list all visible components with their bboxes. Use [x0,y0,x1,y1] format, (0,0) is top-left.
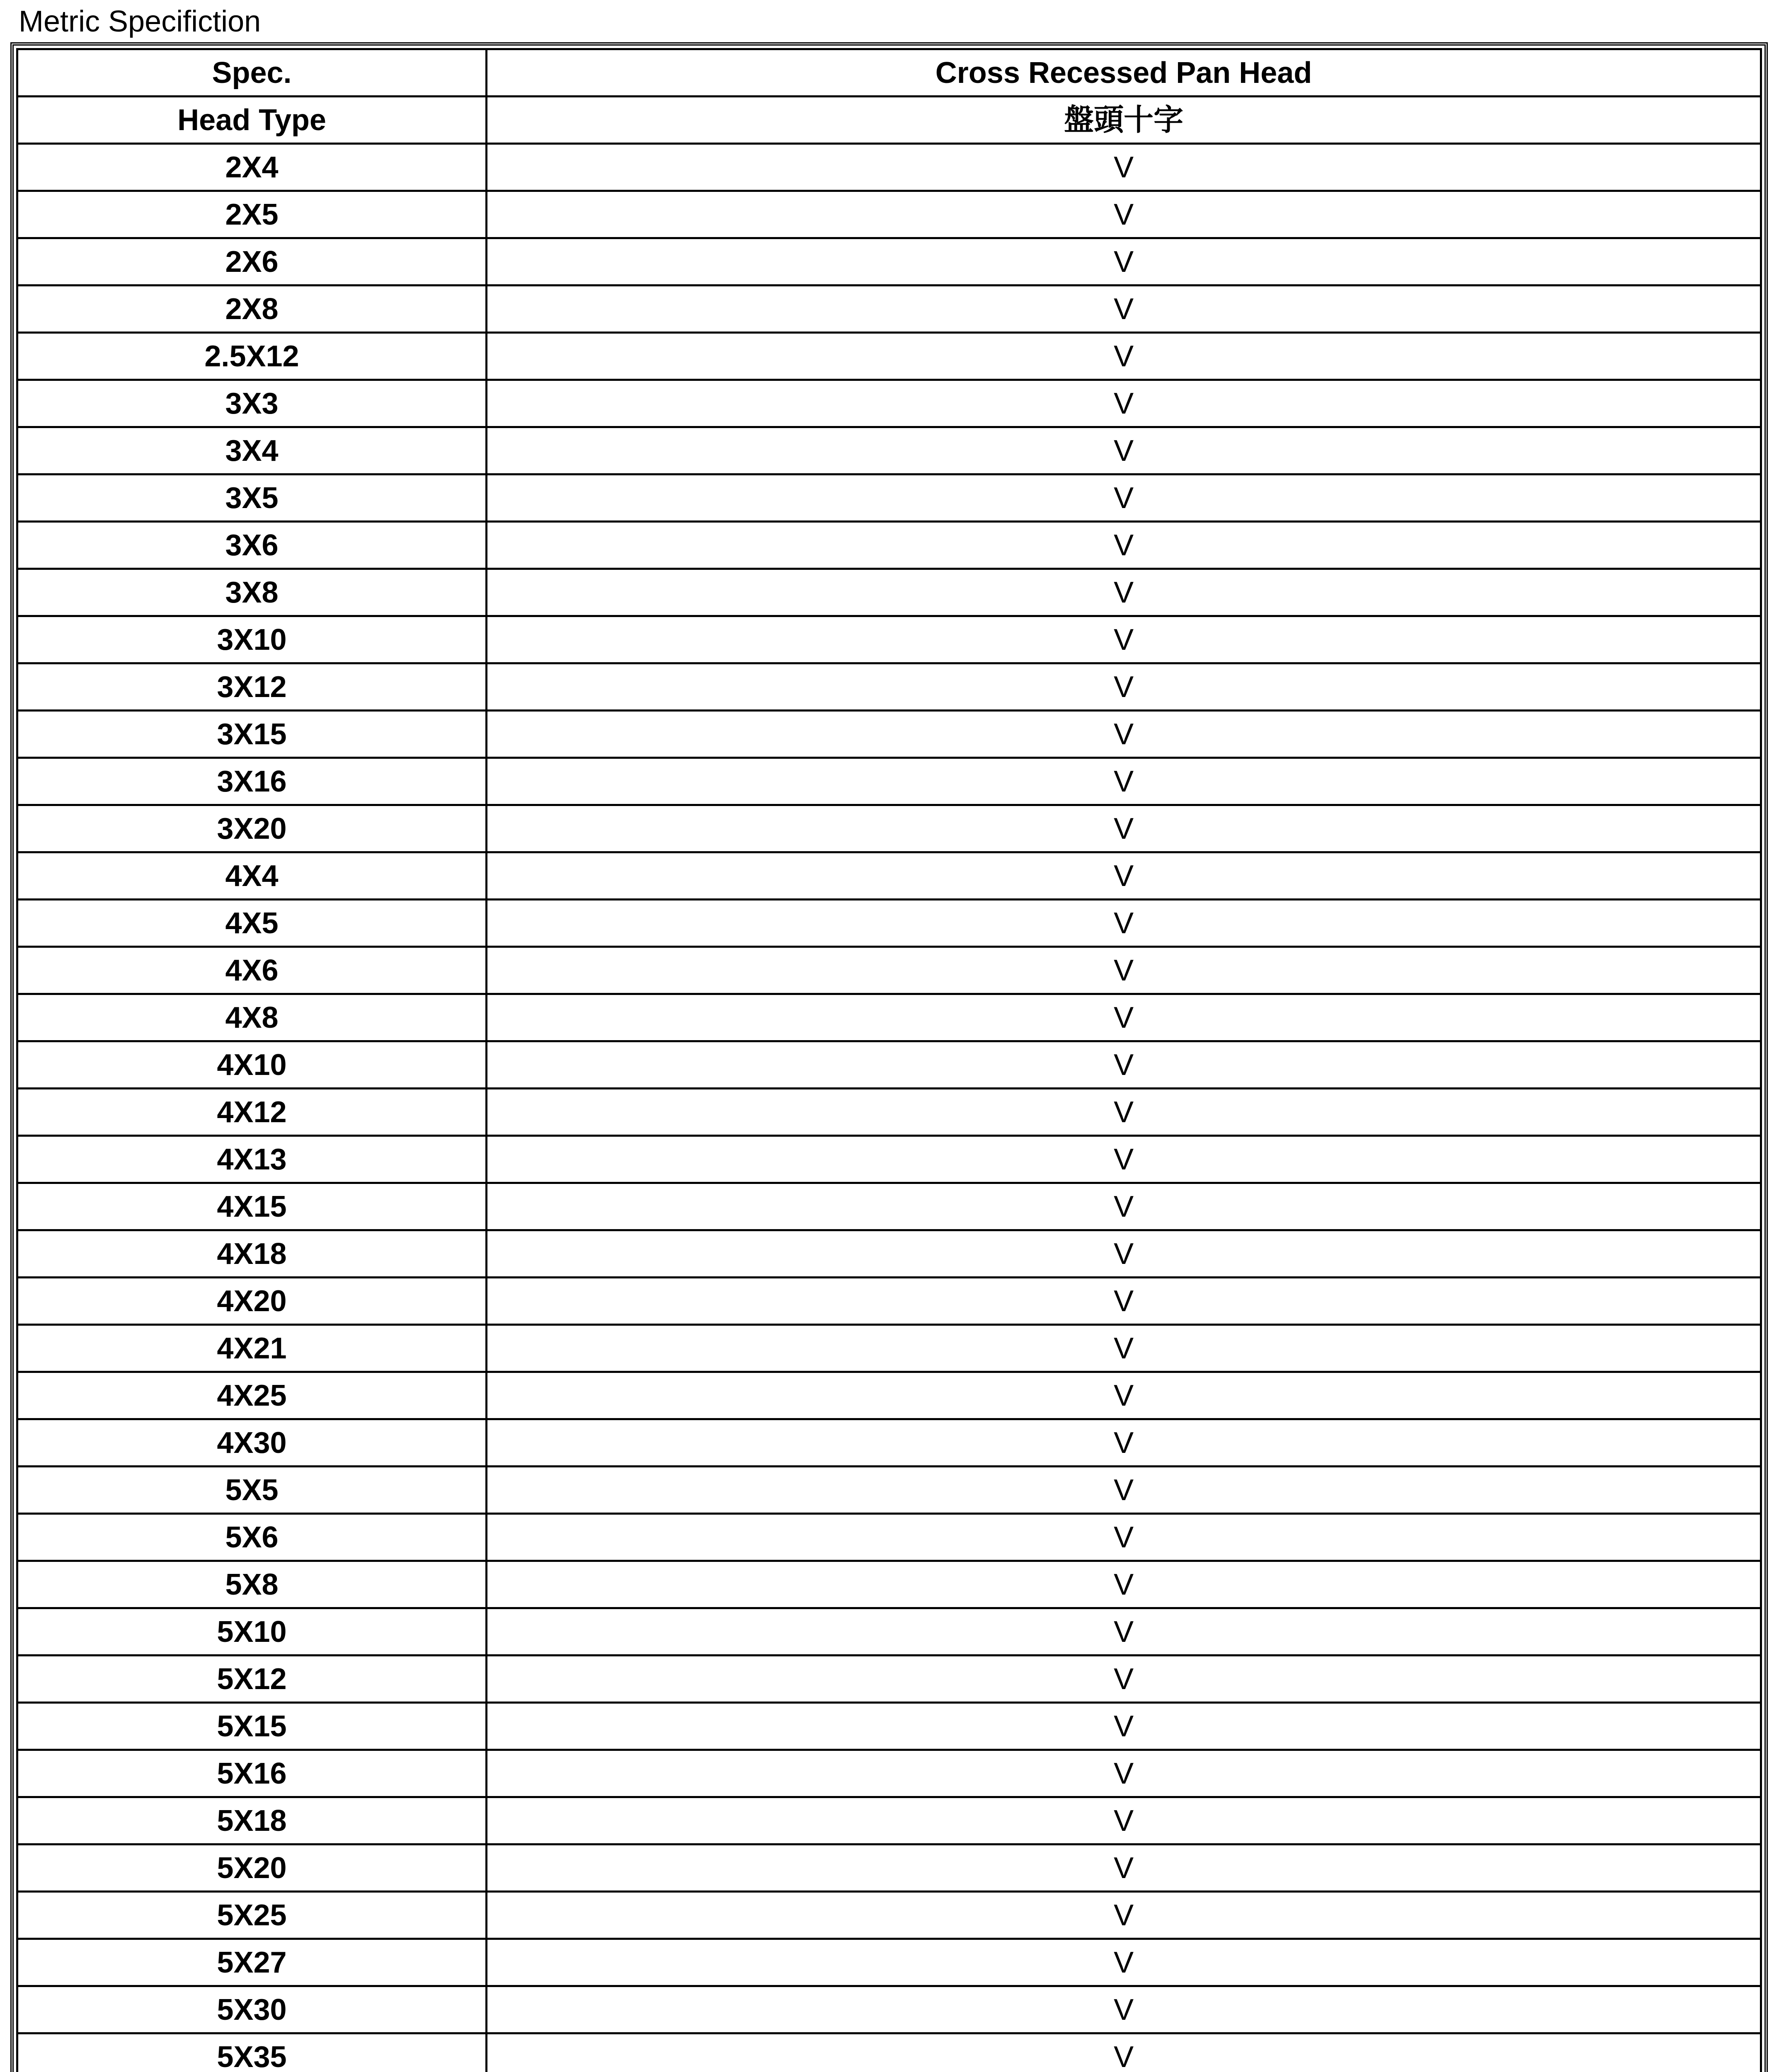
document-title: Metric Specifiction [19,5,261,38]
spec-table [16,48,1762,2072]
spec-cell: 2X8 [17,286,487,333]
spec-cell: 5X6 [17,1514,487,1561]
availability-mark: V [487,1419,1761,1467]
table-row [17,1656,1761,1703]
availability-mark: V [487,380,1761,427]
spec-cell: 3X6 [17,522,487,569]
table-row [17,1278,1761,1325]
spec-cell: 4X6 [17,947,487,994]
table-row [17,1797,1761,1844]
table-row [17,900,1761,947]
spec-cell: 4X13 [17,1136,487,1183]
table-row [17,1892,1761,1939]
spec-cell: 5X35 [17,2033,487,2072]
availability-mark: V [487,616,1761,663]
spec-cell: 4X10 [17,1041,487,1089]
table-row [17,286,1761,333]
table-row [17,1325,1761,1372]
availability-mark: V [487,900,1761,947]
availability-mark: V [487,994,1761,1041]
spec-cell: 4X21 [17,1325,487,1372]
table-row [17,569,1761,616]
table-row [17,711,1761,758]
table-row [17,1183,1761,1230]
table-row [17,616,1761,663]
header-row-head-type [17,97,1761,144]
availability-mark: V [487,1514,1761,1561]
availability-mark: V [487,1986,1761,2033]
table-row [17,1230,1761,1278]
table-row [17,1561,1761,1608]
spec-cell: 5X25 [17,1892,487,1939]
table-row [17,947,1761,994]
table-row [17,474,1761,522]
table-row [17,1844,1761,1892]
spec-cell: 3X20 [17,805,487,852]
availability-mark: V [487,286,1761,333]
spec-cell: 4X8 [17,994,487,1041]
availability-mark: V [487,947,1761,994]
table-row [17,1750,1761,1797]
availability-mark: V [487,711,1761,758]
availability-mark: V [487,1089,1761,1136]
table-row [17,1419,1761,1467]
availability-mark: V [487,1892,1761,1939]
availability-mark: V [487,569,1761,616]
availability-mark: V [487,1703,1761,1750]
spec-cell: 5X30 [17,1986,487,2033]
availability-mark: V [487,333,1761,380]
header-head-type-label: Head Type [17,97,487,144]
spec-cell: 5X8 [17,1561,487,1608]
availability-mark: V [487,1041,1761,1089]
spec-cell: 4X30 [17,1419,487,1467]
spec-cell: 5X15 [17,1703,487,1750]
availability-mark: V [487,1561,1761,1608]
header-spec-label: Spec. [17,49,487,97]
spec-cell: 5X27 [17,1939,487,1986]
spec-cell: 3X8 [17,569,487,616]
table-row [17,758,1761,805]
spec-cell: 5X16 [17,1750,487,1797]
availability-mark: V [487,805,1761,852]
availability-mark: V [487,1750,1761,1797]
spec-cell: 3X15 [17,711,487,758]
availability-mark: V [487,1844,1761,1892]
table-row [17,663,1761,711]
spec-cell: 5X12 [17,1656,487,1703]
table-row [17,2033,1761,2072]
availability-mark: V [487,852,1761,900]
spec-cell: 5X18 [17,1797,487,1844]
spec-cell: 3X12 [17,663,487,711]
table-row [17,1467,1761,1514]
spec-cell: 5X5 [17,1467,487,1514]
availability-mark: V [487,191,1761,238]
spec-cell: 4X12 [17,1089,487,1136]
availability-mark: V [487,2033,1761,2072]
header-head-type-value: 盤頭十字 [487,97,1761,144]
spec-cell: 4X15 [17,1183,487,1230]
spec-cell: 2X6 [17,238,487,286]
spec-cell: 3X5 [17,474,487,522]
availability-mark: V [487,1467,1761,1514]
table-row [17,333,1761,380]
table-row [17,427,1761,474]
spec-cell: 5X20 [17,1844,487,1892]
header-column-label: Cross Recessed Pan Head [487,49,1761,97]
availability-mark: V [487,522,1761,569]
availability-mark: V [487,1797,1761,1844]
availability-mark: V [487,238,1761,286]
availability-mark: V [487,1136,1761,1183]
table-row [17,191,1761,238]
spec-cell: 3X3 [17,380,487,427]
spec-cell: 4X5 [17,900,487,947]
availability-mark: V [487,1372,1761,1419]
spec-cell: 2.5X12 [17,333,487,380]
spec-table-frame [10,42,1768,2072]
table-row [17,1986,1761,2033]
spec-cell: 2X5 [17,191,487,238]
table-row [17,1939,1761,1986]
table-row [17,994,1761,1041]
table-row [17,238,1761,286]
spec-cell: 4X25 [17,1372,487,1419]
table-row [17,852,1761,900]
table-row [17,1041,1761,1089]
availability-mark: V [487,1278,1761,1325]
availability-mark: V [487,474,1761,522]
availability-mark: V [487,1656,1761,1703]
availability-mark: V [487,427,1761,474]
table-row [17,805,1761,852]
availability-mark: V [487,1230,1761,1278]
availability-mark: V [487,758,1761,805]
spec-cell: 3X16 [17,758,487,805]
table-row [17,1372,1761,1419]
header-row-spec [17,49,1761,97]
table-row [17,380,1761,427]
availability-mark: V [487,663,1761,711]
spec-table-body [17,49,1761,2072]
spec-cell: 4X4 [17,852,487,900]
table-row [17,522,1761,569]
spec-cell: 4X18 [17,1230,487,1278]
availability-mark: V [487,144,1761,191]
spec-cell: 3X4 [17,427,487,474]
table-row [17,1703,1761,1750]
table-row [17,1136,1761,1183]
table-row [17,144,1761,191]
table-row [17,1608,1761,1656]
spec-cell: 4X20 [17,1278,487,1325]
availability-mark: V [487,1608,1761,1656]
availability-mark: V [487,1325,1761,1372]
availability-mark: V [487,1183,1761,1230]
table-row [17,1514,1761,1561]
spec-cell: 2X4 [17,144,487,191]
spec-cell: 5X10 [17,1608,487,1656]
table-row [17,1089,1761,1136]
spec-cell: 3X10 [17,616,487,663]
availability-mark: V [487,1939,1761,1986]
